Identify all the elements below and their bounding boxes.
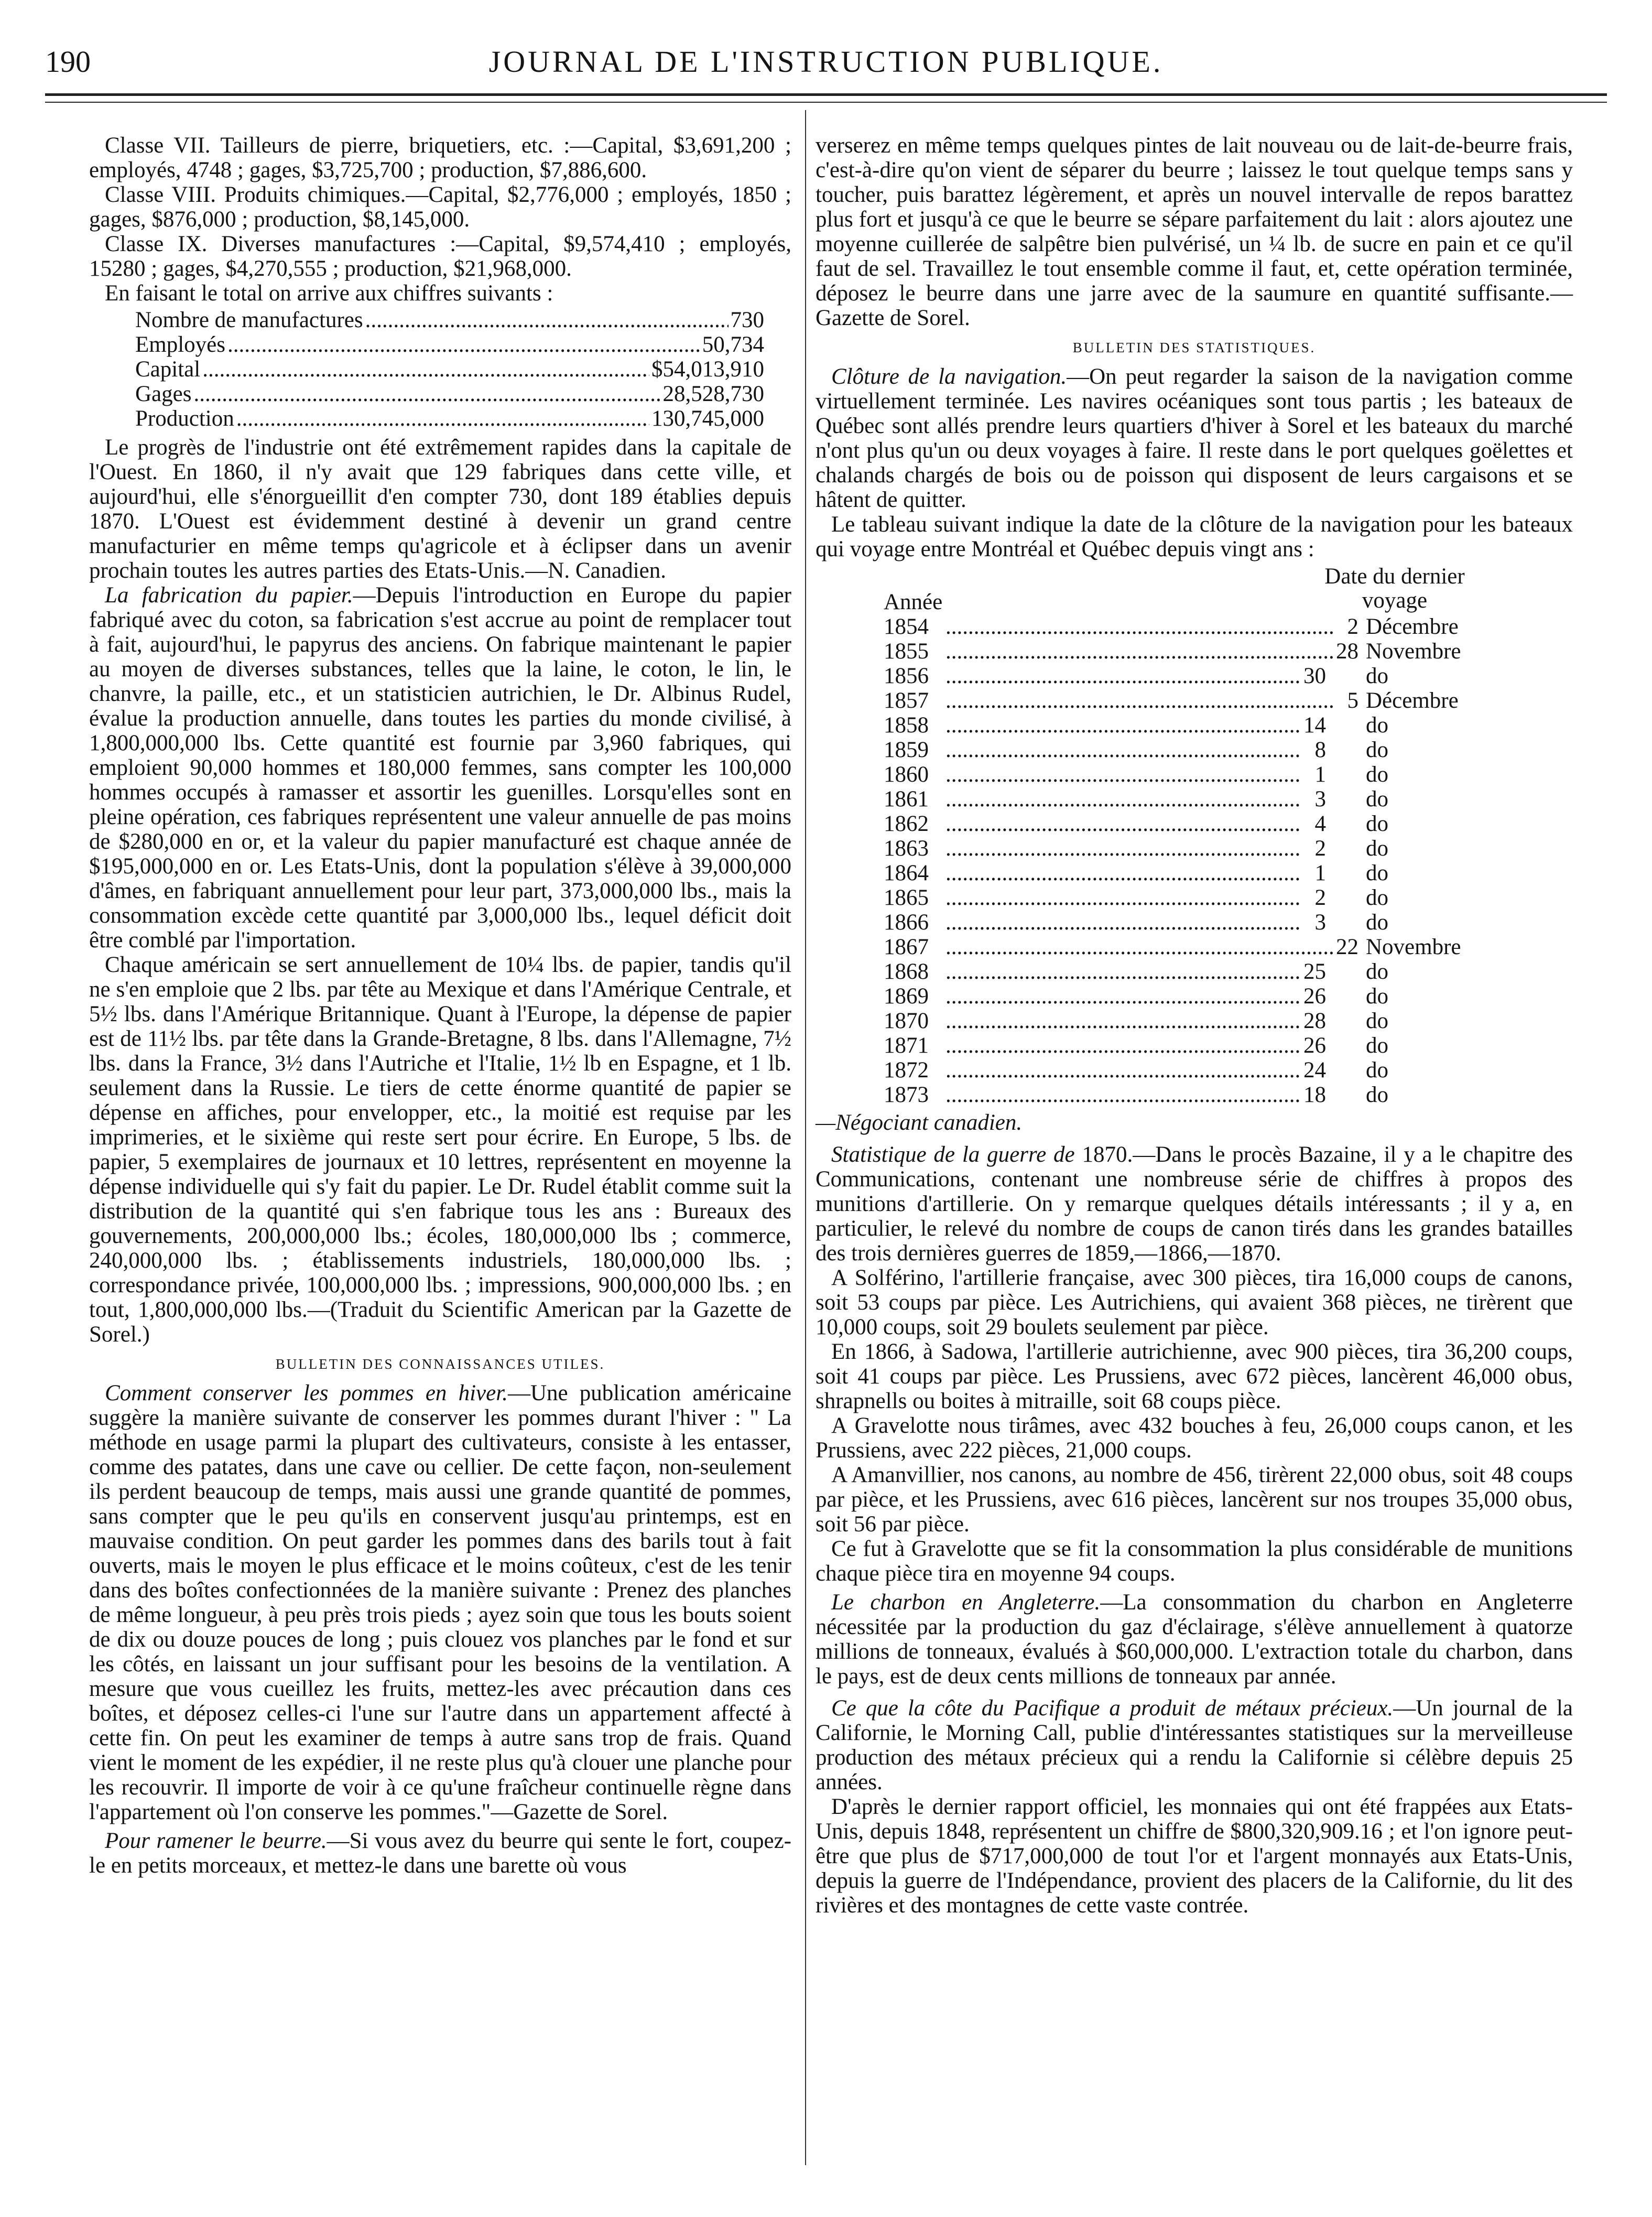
sadowa-paragraph: En 1866, à Sadowa, l'artillerie autrichienne, avec 900 pièces, tira 36,200 coups, soit 41 coups par pièce. Les Prussiens, avec 672 pièces, lancèrent 46,000 obus, shrapnells ou boites à mitraille, soit 68 coups pièce. <box>816 1339 1573 1413</box>
month-cell: do <box>1366 762 1388 787</box>
summary-value: 730 <box>730 308 764 332</box>
classe-9-paragraph: Classe IX. Diverses manufactures :—Capital, $9,574,410 ; employés, 15280 ; gages, $4,270,555 ; production, $21,968,000. <box>89 232 791 281</box>
table-row <box>884 738 1486 762</box>
beurre-title: Pour ramener le beurre. <box>105 1829 327 1853</box>
navigation-title: Clôture de la navigation. <box>831 364 1067 389</box>
year-cell: 1860 <box>884 762 929 787</box>
summary-row <box>135 382 764 406</box>
table-row <box>884 1009 1486 1033</box>
day-cell: 4 <box>1314 812 1326 836</box>
table-row <box>884 1033 1486 1058</box>
date-column-header: Date du dernier voyage <box>1324 564 1465 613</box>
month-cell: do <box>1366 910 1388 935</box>
month-cell: do <box>1366 885 1388 910</box>
right-column <box>816 133 1573 1918</box>
pacifique-text: —Un journal de la Californie, le Morning Call, publie d'intéressantes statistiques sur la merveilleuse production des métaux précieux qui a rendu la Californie si célèbre depuis 25 années. <box>816 1696 1573 1794</box>
table-row <box>884 935 1486 959</box>
day-cell: 24 <box>1303 1058 1326 1083</box>
header-rule <box>45 93 1607 96</box>
year-cell: 1867 <box>884 935 929 959</box>
guerre-paragraph <box>816 1142 1573 1266</box>
day-cell: 8 <box>1314 738 1326 762</box>
day-cell: 3 <box>1314 910 1326 935</box>
month-cell: do <box>1366 713 1388 738</box>
year-cell: 1870 <box>884 1009 929 1033</box>
month-cell: do <box>1366 738 1388 762</box>
running-head: JOURNAL DE L'INSTRUCTION PUBLIQUE. <box>488 45 1164 79</box>
pacifique-title: Ce que la côte du Pacifique a produit de métaux précieux. <box>831 1696 1394 1721</box>
year-cell: 1863 <box>884 836 929 861</box>
summary-value: 50,734 <box>702 332 764 357</box>
year-cell: 1857 <box>884 688 929 713</box>
table-row <box>884 713 1486 738</box>
gravelotte-consumption-paragraph: Ce fut à Gravelotte que se fit la consommation la plus considérable de munitions chaque pièce tira en moyenne 94 coups. <box>816 1537 1573 1586</box>
papier-text: —Depuis l'introduction en Europe du papier fabriqué avec du coton, sa fabrication s'est accrue au point de remplacer tout à fait, aujourd'hui, le papyrus des anciens. On fabrique maintenant le papier au moyen de diverses substances, telles que la laine, le coton, le lin, le chanvre, la paille, etc., et un statisticien autrichien, le Dr. Albinus Rudel, évalue la production annuelle, dans toutes les parties du monde civilisé, à 1,800,000,000 lbs. Cette quantité est fournie par 3,960 fabriques, qui emploient 90,000 hommes et 180,000 femmes, sans compter les 100,000 hommes occupés à ramasser et assortir les guenilles. Lorsqu'elles sont en pleine opération, ces fabriques représentent une valeur annuelle de pas moins de $280,000 en or, et la valeur du papier manufacturé est chaque année de $195,000,000 en or. Les Etats-Unis, dont la population s'élève à 39,000,000 d'âmes, en fabriquant annuellement pour leur part, 373,000,000 lbs., mais la consommation excède cette quantité par 3,000,000 lbs., lequel déficit doit être comblé par l'importation. <box>89 583 791 953</box>
month-cell: Décembre <box>1366 688 1459 713</box>
year-cell: 1855 <box>884 639 929 664</box>
month-cell: do <box>1366 984 1388 1009</box>
month-cell: do <box>1366 1033 1388 1058</box>
bulletin-statistiques-heading: BULLETIN DES STATISTIQUES. <box>1072 340 1316 355</box>
table-row <box>884 959 1486 984</box>
month-cell: do <box>1366 1058 1388 1083</box>
pommes-title: Comment conserver les pommes en hiver. <box>105 1381 508 1405</box>
navigation-source-text: —Négociant canadien. <box>816 1110 1023 1135</box>
summary-label: Nombre de manufactures <box>135 308 363 332</box>
table-row <box>884 787 1486 812</box>
summary-label: Capital <box>135 357 201 382</box>
day-cell: 28 <box>1303 1009 1326 1033</box>
summary-table <box>135 308 764 431</box>
month-cell: do <box>1366 1009 1388 1033</box>
year-cell: 1865 <box>884 885 929 910</box>
navigation-text: —On peut regarder la saison de la navigation comme virtuellement terminée. Les navires océaniques sont tous partis ; les bateaux de Québec sont allés prendre leurs quartiers d'hiver à Sorel et les bateaux du marché n'ont plus qu'un ou deux voyages à faire. Il reste dans le port quelques goëlettes et chalands chargés de bois ou de poisson qui disposent de leurs cargaisons et se hâtent de quitter. <box>816 364 1573 512</box>
guerre-title: Statistique de la guerre de <box>831 1142 1075 1167</box>
navigation-source <box>816 1110 1573 1135</box>
month-cell: Novembre <box>1366 639 1461 664</box>
year-cell: 1859 <box>884 738 929 762</box>
day-cell: 2 <box>1347 614 1358 639</box>
day-cell: 26 <box>1303 984 1326 1009</box>
charbon-title: Le charbon en Angleterre. <box>831 1590 1101 1615</box>
progres-paragraph: Le progrès de l'industrie ont été extrêmement rapides dans la capitale de l'Ouest. En 1860, il n'y avait que 129 fabriques dans cette ville, et aujourd'hui, elle s'énorgueillit d'en compter 730, dont 189 établies depuis 1870. L'Ouest est évidemment destiné à devenir un grand centre manufacturier en même temps qu'agricole et à éclipser dans un avenir prochain toutes les autres parties des Etats-Unis.—N. Canadien. <box>89 435 791 583</box>
day-cell: 2 <box>1314 836 1326 861</box>
papier-consumption-paragraph: Chaque américain se sert annuellement de 10¼ lbs. de papier, tandis qu'il ne s'en emploie que 2 lbs. par tête au Mexique et dans l'Amérique Centrale, et 5½ lbs. dans l'Amérique Britannique. Quant à l'Europe, la dépense de papier est de 11½ lbs. par tête dans la Grande-Bretagne, 8 lbs. dans l'Allemagne, 7½ lbs. dans la France, 3½ dans l'Autriche et l'Italie, 1½ lb en Espagne, et 1 lb. seulement dans la Russie. Le tiers de cette énorme quantité de papier se dépense en affiches, pour envelopper, etc., la moitié est requise par les imprimeries, et le sixième qui reste sert pour écrire. En Europe, 5 lbs. de papier, 5 exemplaires de journaux et 10 lettres, représentent en moyenne la dépense individuelle qui s'y fait du papier. Le Dr. Rudel établit comme suit la distribution de la quantité qui s'en fabrique tous les ans : Bureaux des gouvernements, 200,000,000 lbs.; écoles, 180,000,000 lbs ; commerce, 240,000,000 lbs. ; établissements industriels, 180,000,000 lbs. ; correspondance privée, 100,000,000 lbs. ; impressions, 900,000,000 lbs. ; en tout, 1,800,000,000 lbs.—(Traduit du Scientific American par la Gazette de Sorel.) <box>89 953 791 1347</box>
beurre-continuation: verserez en même temps quelques pintes de lait nouveau ou de lait-de-beurre frais, c'est-à-dire qu'on vient de séparer du beurre ; laissez le tout quelque temps sans y toucher, puis barattez légèrement, et après un nouvel intervalle de repos barattez plus fort et jusqu'à ce que le beurre se sépare parfaitement du lait : alors ajoutez une moyenne cuillerée de salpêtre bien pulvérisé, un ¼ lb. de sucre en pain et ce qu'il faut de sel. Travaillez le tout ensemble comme il faut, et, cette opération terminée, déposez le beurre dans une jarre avec de la saumure en quantité suffisante.—Gazette de Sorel. <box>816 133 1573 330</box>
table-row <box>884 1058 1486 1083</box>
year-cell: 1872 <box>884 1058 929 1083</box>
table-row <box>884 762 1486 787</box>
header-rule-thin <box>45 102 1607 103</box>
day-cell: 30 <box>1303 664 1326 688</box>
table-row <box>884 984 1486 1009</box>
beurre-paragraph <box>89 1829 791 1878</box>
year-cell: 1868 <box>884 959 929 984</box>
table-row <box>884 836 1486 861</box>
year-cell: 1861 <box>884 787 929 812</box>
page-number: 190 <box>45 45 91 79</box>
summary-row <box>135 332 764 357</box>
table-row <box>884 885 1486 910</box>
summary-label: Gages <box>135 382 192 406</box>
charbon-paragraph <box>816 1590 1573 1689</box>
table-row <box>884 664 1486 688</box>
day-cell: 18 <box>1303 1083 1326 1107</box>
classe-7-paragraph: Classe VII. Tailleurs de pierre, briquetiers, etc. :—Capital, $3,691,200 ; employés, 4748 ; gages, $3,725,700 ; production, $7,886,600. <box>89 133 791 182</box>
summary-label: Production <box>135 406 234 431</box>
summary-value: $54,013,910 <box>651 357 764 382</box>
month-cell: do <box>1366 861 1388 885</box>
table-row <box>884 614 1486 639</box>
month-cell: do <box>1366 664 1388 688</box>
beurre-text: —Si vous avez du beurre qui sente le fort, coupez-le en petits morceaux, et mettez-le dans une barette où vous <box>89 1829 791 1878</box>
day-cell: 28 <box>1336 639 1358 664</box>
day-cell: 25 <box>1303 959 1326 984</box>
year-cell: 1866 <box>884 910 929 935</box>
year-cell: 1862 <box>884 812 929 836</box>
summary-row <box>135 357 764 382</box>
year-cell: 1873 <box>884 1083 929 1107</box>
navigation-table-header <box>884 565 1486 614</box>
day-cell: 2 <box>1314 885 1326 910</box>
year-cell: 1856 <box>884 664 929 688</box>
monnaies-paragraph: D'après le dernier rapport officiel, les monnaies qui ont été frappées aux Etats-Unis, depuis 1848, représentent un chiffre de $800,320,909.16 ; et l'on ignore peut-être que plus de $717,000,000 de tout l'or et l'argent monnayés aux Etats-Unis, depuis la guerre de l'Indépendance, provient des placers de la Californie, du lit des rivières et des montagnes de cette vaste contrée. <box>816 1794 1573 1918</box>
charbon-text: —La consommation du charbon en Angleterre nécessitée par la production du gaz d'éclairage, s'élève annuellement à quatorze millions de tonneaux, évalués à $60,000,000. L'extraction totale du charbon, dans le pays, est de deux cents millions de tonneaux par année. <box>816 1590 1573 1689</box>
month-cell: Novembre <box>1366 935 1461 959</box>
day-cell: 22 <box>1336 935 1358 959</box>
amanvillier-paragraph: A Amanvillier, nos canons, au nombre de 456, tirèrent 22,000 obus, soit 48 coups par pièce, et les Prussiens, avec 616 pièces, lancèrent sur nos troupes 35,000 obus, soit 56 par pièce. <box>816 1463 1573 1537</box>
year-column-header: Année <box>884 590 943 614</box>
summary-row <box>135 308 764 332</box>
table-row <box>884 688 1486 713</box>
table-row <box>884 861 1486 885</box>
year-cell: 1869 <box>884 984 929 1009</box>
column-divider <box>805 110 806 2165</box>
day-cell: 5 <box>1347 688 1358 713</box>
classe-8-paragraph: Classe VIII. Produits chimiques.—Capital, $2,776,000 ; employés, 1850 ; gages, $876,000 ; production, $8,145,000. <box>89 182 791 232</box>
month-cell: do <box>1366 836 1388 861</box>
summary-value: 130,745,000 <box>651 406 764 431</box>
pommes-text: —Une publication américaine suggère la manière suivante de conserver les pommes durant l'hiver : " La méthode en usage parmi la plupart des cultivateurs, consiste à les entasser, comme des patates, dans une cave ou cellier. De cette façon, non-seulement ils perdent beaucoup de temps, mais aussi une grande quantité de pommes, sans compter que le peu qu'ils en conservent jusqu'au printemps, est en mauvaise condition. On peut garder les pommes dans des barils tout à fait ouverts, mais le moyen le plus efficace et le moins coûteux, c'est de les tenir dans des boîtes confectionnées de la manière suivante : Prenez des planches de même longueur, à peu près trois pieds ; ayez soin que tous les bouts soient de dix ou douze pouces de long ; puis clouez vos planches par le fond et sur les côtés, en laissant un jour suffisant pour les besoins de la ventilation. A mesure que vous cueillez les fruits, mettez-les avec précaution dans ces boîtes, et déposez celles-ci l'une sur l'autre dans un appartement affecté à cette fin. On peut les examiner de temps à autre sans trop de frais. Quand vient le moment de les expédier, il ne reste plus qu'à clouer une planche pour les recouvrir. Il importe de voir à ce qu'une fraîcheur continuelle règne dans l'appartement où l'on conserve les pommes."—Gazette de Sorel. <box>89 1381 792 1824</box>
left-column <box>89 133 791 1878</box>
table-row <box>884 639 1486 664</box>
total-intro: En faisant le total on arrive aux chiffres suivants : <box>105 281 553 306</box>
month-cell: Décembre <box>1366 614 1459 639</box>
pacifique-paragraph <box>816 1696 1573 1794</box>
day-cell: 1 <box>1314 762 1326 787</box>
gravelotte-paragraph: A Gravelotte nous tirâmes, avec 432 bouches à feu, 26,000 coups canon, et les Prussiens, avec 222 pièces, 21,000 coups. <box>816 1413 1573 1463</box>
year-cell: 1864 <box>884 861 929 885</box>
papier-paragraph <box>89 583 791 953</box>
solferino-paragraph: A Solférino, l'artillerie française, avec 300 pièces, tira 16,000 coups de canons, soit 53 coups par pièce. Les Autrichiens, qui avaient 368 pièces, ne tirèrent que 10,000 coups, soit 29 boulets seulement par pièce. <box>816 1266 1573 1339</box>
year-cell: 1858 <box>884 713 929 738</box>
month-cell: do <box>1366 812 1388 836</box>
year-cell: 1854 <box>884 614 929 639</box>
day-cell: 3 <box>1314 787 1326 812</box>
guerre-text: 1870.—Dans le procès Bazaine, il y a le chapitre des Communications, contenant une nombreuse série de chiffres à propos des munitions d'artillerie. On y remarque quelques détails intéressants ; il y a, en particulier, le relevé du nombre de coups de canon tirés dans les grandes batailles des trois dernières guerres de 1859,—1866,—1870. <box>816 1142 1573 1266</box>
month-cell: do <box>1366 1083 1388 1107</box>
summary-value: 28,528,730 <box>662 382 764 406</box>
navigation-paragraph <box>816 364 1573 512</box>
papier-title: La fabrication du papier. <box>105 583 353 608</box>
summary-row <box>135 406 764 431</box>
summary-label: Employés <box>135 332 225 357</box>
navigation-table-intro: Le tableau suivant indique la date de la clôture de la navigation pour les bateaux qui voyage entre Montréal et Québec depuis vingt ans : <box>816 512 1573 561</box>
day-cell: 1 <box>1314 861 1326 885</box>
navigation-table <box>884 565 1486 1107</box>
table-row <box>884 812 1486 836</box>
table-row <box>884 1083 1486 1107</box>
bulletin-connaissances-heading: BULLETIN DES CONNAISSANCES UTILES. <box>275 1356 605 1372</box>
day-cell: 14 <box>1303 713 1326 738</box>
year-cell: 1871 <box>884 1033 929 1058</box>
month-cell: do <box>1366 787 1388 812</box>
table-row <box>884 910 1486 935</box>
month-cell: do <box>1366 959 1388 984</box>
pommes-paragraph <box>89 1381 791 1824</box>
day-cell: 26 <box>1303 1033 1326 1058</box>
